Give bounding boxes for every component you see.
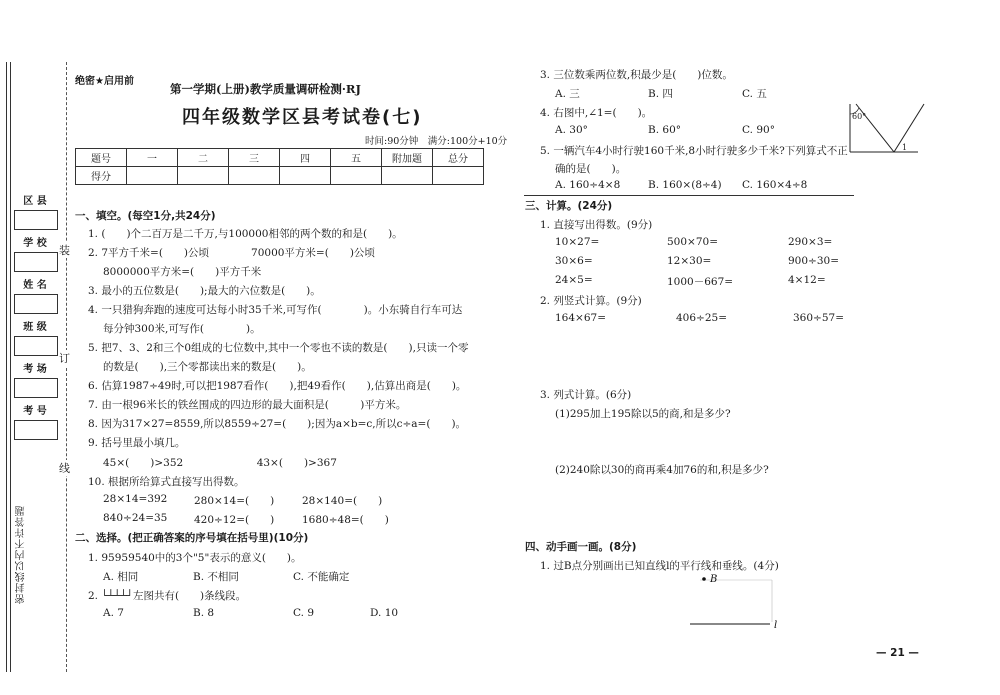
q10-item: 28×140=( ) [302, 495, 383, 507]
binding-line-cut [66, 62, 67, 672]
q10-item: 28×14=392 [103, 493, 168, 505]
s1-line: 6. 估算1987÷49时,可以把1987看作( ),把49看作( ),估算出商是( )。 [88, 380, 467, 392]
s2-q3: 3. 三位数乘两位数,积最少是( )位数。 [540, 69, 733, 81]
binding-mark-ding: 订 [59, 352, 70, 365]
s1-line: 3. 最小的五位数是( );最大的六位数是( )。 [88, 285, 321, 297]
s2-q1-option[interactable]: C. 不能确定 [293, 571, 350, 583]
figure-ray-up [894, 104, 924, 152]
score-header-cell: 四 [280, 149, 331, 167]
s2-q5-option[interactable]: C. 160×4÷8 [742, 179, 808, 191]
s2-q3-option[interactable]: A. 三 [555, 88, 580, 100]
s3-q1-item: 500×70= [667, 236, 718, 248]
score-table-score-row [76, 167, 484, 185]
score-header-cell: 题号 [76, 149, 127, 167]
field-name-input[interactable] [14, 294, 58, 314]
s2-q1-option[interactable]: A. 相同 [103, 571, 139, 583]
score-cell[interactable] [178, 167, 229, 185]
point-b-label: B [710, 574, 718, 585]
angle-figure [846, 100, 926, 156]
score-cell[interactable] [280, 167, 331, 185]
score-cell[interactable] [127, 167, 178, 185]
field-exam-number-label: 考 号 [23, 406, 47, 417]
field-exam-room-label: 考 场 [23, 364, 47, 375]
s2-q5-line1: 5. 一辆汽车4小时行驶160千米,8小时行驶多少千米?下列算式不正 [540, 145, 848, 157]
s2-q3-option[interactable]: B. 四 [648, 88, 673, 100]
figure-angle-label: 60° [852, 112, 867, 121]
s2-q4-option[interactable]: B. 60° [648, 124, 682, 136]
score-header-cell: 二 [178, 149, 229, 167]
s2-q1: 1. 95959540中的3个"5"表示的意义( )。 [88, 552, 302, 564]
field-exam-number [12, 402, 58, 442]
score-header-cell: 三 [229, 149, 280, 167]
section-4-title: 四、动手画一画。(8分) [525, 541, 637, 553]
s3-q1-item: 12×30= [667, 255, 712, 267]
binding-mark-xian: 线 [59, 462, 70, 475]
s2-q2-option[interactable]: B. 8 [193, 607, 215, 619]
s3-q1-item: 290×3= [788, 236, 833, 248]
s2-q4-option[interactable]: C. 90° [742, 124, 775, 136]
time-info: 时间:90分钟 满分:100分+10分 [365, 136, 508, 147]
exam-subtitle: 第一学期(上册)教学质量调研检测·RJ [170, 82, 361, 96]
s2-q5-option[interactable]: B. 160×(8÷4) [648, 179, 722, 191]
s1-line: 8. 因为317×27=8559,所以8559÷27=( );因为a×b=c,所以c÷a=( )。 [88, 418, 467, 430]
section-2-title: 二、选择。(把正确答案的序号填在括号里)(10分) [75, 532, 309, 544]
s2-q2-option[interactable]: D. 10 [370, 607, 399, 619]
q10-item: 280×14=( ) [194, 495, 275, 507]
s3-q1-item: 10×27= [555, 236, 600, 248]
section-1-title: 一、填空。(每空1分,共24分) [75, 210, 216, 222]
s1-line: 的数是( ),三个零都读出来的数是( )。 [103, 361, 312, 373]
s1-line: 每分钟300米,可写作( )。 [103, 323, 261, 335]
s2-q2: 2. └┴┴┴┘左图共有( )条线段。 [88, 590, 247, 602]
q10-item: 1680÷48=( ) [302, 514, 389, 526]
s3-q1-item: 1000－667= [667, 276, 734, 288]
s1-line: 45×( )>352 43×( )>367 [103, 457, 337, 469]
binding-line-outer [6, 62, 7, 672]
s3-q1-item: 4×12= [788, 274, 826, 286]
s3-q1-item: 30×6= [555, 255, 593, 267]
field-school-label: 学 校 [23, 238, 47, 249]
score-cell[interactable] [331, 167, 382, 185]
field-district-input[interactable] [14, 210, 58, 230]
drawing-area[interactable] [680, 570, 790, 632]
field-exam-room [12, 360, 58, 400]
section-3-title: 三、计算。(24分) [525, 200, 613, 212]
figure-angle-mark: 1 [902, 143, 908, 152]
s3-q2-item: 406÷25= [676, 312, 727, 324]
s4-q1: 1. 过B点分别画出已知直线l的平行线和垂线。(4分) [540, 560, 779, 572]
binding-mark-zhuang: 装 [59, 244, 70, 257]
score-table-header-row [76, 149, 484, 167]
score-header-cell: 一 [127, 149, 178, 167]
q10-item: 420÷12=( ) [194, 514, 275, 526]
s2-q4-option[interactable]: A. 30° [555, 124, 588, 136]
score-header-cell: 五 [331, 149, 382, 167]
score-header-cell: 总分 [433, 149, 484, 167]
field-class-input[interactable] [14, 336, 58, 356]
field-exam-room-input[interactable] [14, 378, 58, 398]
s1-line: 7. 由一根96米长的铁丝围成的四边形的最大面积是( )平方米。 [88, 399, 407, 411]
s2-q5-line2: 确的是( )。 [555, 163, 627, 175]
s1-line: 1. ( )个二百万是二千万,与100000相邻的两个数的和是( )。 [88, 228, 403, 240]
page-number: — 21 — [876, 647, 919, 659]
s1-line: 2. 7平方千米=( )公顷 70000平方米=( )公顷 [88, 247, 375, 259]
score-header-cell: 附加题 [382, 149, 433, 167]
s3-q2-item: 360÷57= [793, 312, 844, 324]
point-b [702, 577, 706, 581]
field-school-input[interactable] [14, 252, 58, 272]
s2-q1-option[interactable]: B. 不相同 [193, 571, 239, 583]
s2-q3-option[interactable]: C. 五 [742, 88, 767, 100]
field-name [12, 276, 58, 316]
field-class-label: 班 级 [23, 322, 47, 333]
s1-line: 8000000平方米=( )平方千米 [103, 266, 262, 278]
s3-q3: 3. 列式计算。(6分) [540, 389, 632, 401]
field-name-label: 姓 名 [23, 280, 47, 291]
field-district-label: 区 县 [23, 196, 47, 207]
s3-q1: 1. 直接写出得数。(9分) [540, 219, 653, 231]
line-l-label: l [774, 620, 778, 631]
s2-q5-option[interactable]: A. 160÷4×8 [555, 179, 621, 191]
score-cell[interactable] [382, 167, 433, 185]
s1-line: 10. 根据所给算式直接写出得数。 [88, 476, 245, 488]
s2-q2-option[interactable]: C. 9 [293, 607, 315, 619]
field-school [12, 234, 58, 274]
s1-line: 9. 括号里最小填几。 [88, 437, 186, 449]
field-exam-number-input[interactable] [14, 420, 58, 440]
field-class [12, 318, 58, 358]
s3-q2: 2. 列竖式计算。(9分) [540, 295, 642, 307]
field-district [12, 192, 58, 232]
s3-q1-item: 900÷30= [788, 255, 839, 267]
score-cell[interactable] [433, 167, 484, 185]
s3-q1-item: 24×5= [555, 274, 593, 286]
s3-q2-item: 164×67= [555, 312, 606, 324]
section-divider [524, 195, 854, 196]
binding-line-inner [10, 62, 11, 672]
s2-q2-option[interactable]: A. 7 [103, 607, 124, 619]
confidential-label: 绝密★启用前 [75, 76, 134, 87]
page-title: 四年级数学区县考试卷(七) [182, 107, 423, 128]
score-table [75, 148, 484, 185]
s3-q3-a: (1)295加上195除以5的商,和是多少? [555, 408, 731, 420]
score-row-label: 得分 [76, 167, 127, 185]
q10-item: 840÷24=35 [103, 512, 168, 524]
s1-line: 5. 把7、3、2和三个0组成的七位数中,其中一个零也不读的数是( ),只读一个零 [88, 342, 469, 354]
s2-q4: 4. 右图中,∠1=( )。 [540, 107, 653, 119]
score-cell[interactable] [229, 167, 280, 185]
s1-line: 4. 一只猎狗奔跑的速度可达每小时35千米,可写作( )。小东骑自行车可达 [88, 304, 463, 316]
binding-note: 密封线以内不许答题 [16, 505, 27, 604]
s3-q3-b: (2)240除以30的商再乘4加76的和,积是多少? [555, 464, 769, 476]
